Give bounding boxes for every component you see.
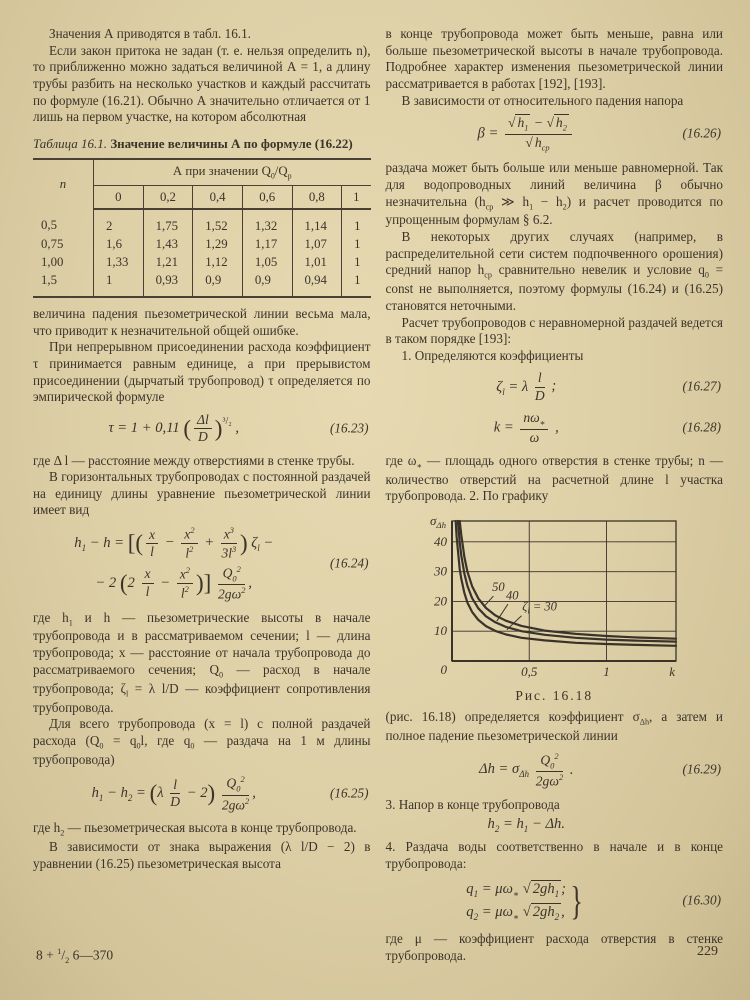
table-cell: 1 [94, 271, 144, 296]
paragraph: где μ — коэффициент расхода отверстия в стенке трубопровода. [385, 931, 723, 963]
x-axis-label: k [669, 664, 676, 680]
equation-number: (16.30) [682, 893, 721, 909]
equation-number: (16.24) [330, 555, 369, 571]
right-paren: ) [239, 530, 248, 556]
table-row [33, 271, 371, 296]
equation-system [466, 880, 586, 924]
right-bracket: ] [203, 570, 212, 596]
system-brace: } [570, 878, 583, 924]
table-cell: 0,75 [41, 236, 64, 251]
table-cell: 1,43 [143, 235, 193, 253]
table-cell: 1,05 [242, 253, 292, 271]
equation-16-28: k = $\frac{n\omega_∗}{\omega}$ , (16.28) [493, 409, 721, 445]
table-cell: 1 [342, 235, 371, 253]
equation-line-1: $q_1 = \mu\omega_∗$ √ $2gh_1$ ; [466, 880, 567, 899]
table-caption [33, 136, 371, 152]
radical-sign: √ [546, 115, 554, 131]
paragraph: Если закон притока не задан (т. е. нельзя определить n), то приближенно можно задаться величиной А = 1, а длину трубы разбить на несколько участков и каждый рассчитать по формуле (16.21). Обычно А значительно отличается от 1 лишь на первом участке, на котором абсолютная [33, 42, 371, 125]
equation-h2: $h_2 = h_1 - \Delta h$. [487, 816, 565, 835]
paragraph: раздача может быть больше или меньше равномерной. Так для водопроводных линий величина β обычно незначительна ($h_{ср}$ ≫ $h_1 - h_2$) и расчет проводится по упрощенным формулам § 6.2. [385, 160, 724, 228]
table-cell: 1,33 [94, 253, 144, 271]
table-row [33, 209, 371, 235]
list-item-4: 4. Раздача воды соответственно в начале и в конце трубопровода: [385, 839, 723, 872]
table-subheader-cell: 0,8 [292, 185, 342, 209]
equation-line-1: $h_1 - h$ = [( $\frac{x}{l}$ − $\frac{x^2}{l^2}$ + $\frac{x^3}{3l^3}$ ) $\zeta_l$ − [74, 525, 274, 561]
y-tick-label: 10 [434, 623, 448, 639]
radical-sign: √ [522, 903, 531, 920]
curve-label-zeta-30: $\zeta_l = 30$ [522, 599, 558, 616]
equation-16-24 [33, 526, 371, 602]
table-cell: 1,17 [242, 235, 292, 253]
paragraph: В зависимости от знака выражения (λ l/D − 2) в уравнении (16.25) пьезометрическая высота [33, 839, 371, 871]
equation-16-26: β = $\frac{√ h_1 - √ h_2}{√ h_{ср}}$ (16.26) [477, 115, 721, 153]
table-cell: 1,07 [292, 235, 342, 253]
equation-line-2: − 2 (2 $\frac{x}{l}$ − $\frac{x^2}{l^2}$ )] $\frac{Q_0^2}{2g\omega^2}$ , (16.24) [95, 555, 369, 602]
curve-zeta-40 [458, 521, 676, 642]
equation-number: (16.25) [330, 785, 369, 801]
table-row [33, 253, 371, 271]
table-subheader-cell: 0 [94, 185, 144, 209]
paragraph: В зависимости от относительного падения напора [401, 92, 684, 108]
table-subheader-cell: 0,6 [242, 185, 292, 209]
table-subheader-cell: 0,4 [193, 185, 243, 209]
table-cell: 0,9 [193, 271, 243, 296]
table-cell: 1,14 [292, 209, 342, 235]
equation-number: (16.23) [330, 420, 369, 436]
table-cell: 1,21 [143, 253, 193, 271]
left-paren: ( [119, 570, 128, 596]
table-header-n: n [59, 177, 67, 192]
radical-sign: √ [507, 115, 516, 131]
figure-16-18 [418, 509, 690, 704]
table-cell: 1,32 [242, 209, 292, 235]
table-row [33, 235, 371, 253]
signature-mark: $8 + ^1/_2$ 6—370 [36, 947, 114, 966]
equation-line-2: $q_2 = \mu\omega_∗$ √ $2gh_2$ , [466, 903, 565, 922]
table-cell: 1,01 [292, 253, 342, 271]
right-column [386, 26, 724, 965]
table-cell: 1 [342, 271, 371, 296]
paragraph: где $h_2$ — пьезометрическая высота в конце трубопровода. [33, 820, 357, 838]
right-paren: ) [195, 570, 204, 596]
table-cell: 1 [342, 253, 371, 271]
equation-number: (16.27) [682, 378, 721, 394]
figure-caption: Рис. 16.18 [515, 688, 594, 704]
table-cell: 1 [342, 209, 371, 235]
equation-16-25: $h_1 - h_2 = (\lambda$ $\frac{l}{D}$ − 2) $\frac{Q_0^2}{2g\omega^2}$ , (16.25) [91, 774, 369, 813]
figure-chart [418, 509, 690, 681]
equation-16-23: τ = 1 + 0,11 ( $\frac{\Delta l}{D}$ )$^{^3/_2}$ , (16.23) [108, 411, 369, 445]
table-cell: 1,6 [94, 235, 144, 253]
table-cell: 0,5 [41, 218, 57, 233]
paragraph: При непрерывном присоединении расхода коэффициент τ принимается равным единице, а при прерывистом присоединении (дырчатый трубопровод) τ определяется по эмпирической формуле [33, 339, 371, 405]
paragraph: величина падения пьезометрической линии весьма мала, что приводит к незначительной общей ошибке. [33, 306, 371, 338]
list-item-3: 3. Напор в конце трубопровода [385, 796, 560, 812]
table-cell: 1,75 [143, 209, 193, 235]
table-subheader-cell: 1 [342, 185, 371, 209]
table-cell: 2 [94, 209, 144, 235]
equation-number: (16.29) [682, 761, 721, 777]
paragraph: где Δ l — расстояние между отверстиями в стенке трубы. [33, 452, 355, 468]
table-cell: 0,9 [242, 271, 292, 296]
right-paren: ) [207, 780, 216, 806]
paragraph: (рис. 16.18) определяется коэффициент $\sigma_{\Delta h}$, а затем и полное падение пьезометрической линии [385, 709, 723, 743]
table-subheader-cell: 0,2 [143, 185, 193, 209]
equation-16-27: $\zeta_l = \lambda$ $\frac{l}{D}$ ; (16.27) [496, 370, 721, 403]
paragraph: где $\omega_∗$ — площадь одного отверстия в стенке трубы; n — количество отверстий на расчетной длине l участка трубопровода. 2. По графику [385, 452, 723, 504]
paragraph: в конце трубопровода может быть меньше, равна или больше пьезометрической высоты в начале трубопровода. Подробнее характер изменения пьезометрической линии рассматривается в работах [192], [193]. [385, 26, 723, 91]
equation-number: (16.28) [682, 419, 721, 435]
table-caption-title: Значение величины А по формуле (16.22) [110, 135, 353, 151]
table-cell: 0,94 [292, 271, 342, 296]
left-paren: ( [183, 415, 192, 441]
table-cell: 1,12 [193, 253, 243, 271]
page-number: 229 [697, 944, 718, 959]
curve-label-zeta-50: 50 [492, 580, 505, 595]
paragraph: В горизонтальных трубопроводах с постоянной раздачей на единицу длины уравнение пьезометрической линии имеет вид [33, 469, 371, 518]
data-table-wrapper [33, 158, 371, 298]
table-cell: 1,5 [41, 273, 57, 288]
paragraph: Для всего трубопровода (x = l) с полной раздачей расхода ($Q_0 = q_0l$, где $q_0$ — раздача на 1 м длины трубопровода) [33, 716, 371, 767]
y-tick-label: 40 [434, 533, 448, 549]
left-bracket: [ [127, 530, 136, 556]
equation-16-30 [386, 880, 724, 924]
x-tick-label: 0,5 [521, 664, 538, 680]
y-tick-label: 20 [434, 593, 448, 609]
list-item-1: 1. Определяются коэффициенты [401, 347, 584, 363]
paragraph: где $h_1$ и h — пьезометрические высоты в начале трубопровода и в рассматриваемом сечении; l — длина трубопровода; x — расстояние от начала трубопровода до рассматриваемого сечения; $Q_0$ — расход в начале трубопровода; $\zeta_l = \lambda$ l/D — коэффициент сопротивления трубопровода. [33, 609, 371, 715]
y-axis-label: $\sigma_{\Delta h}$ [430, 513, 447, 531]
radical-sign: √ [522, 880, 531, 897]
curve-label-zeta-40: 40 [506, 588, 519, 603]
table-caption-number: Таблица 16.1. [33, 135, 108, 151]
curve-zeta-30 [456, 521, 676, 646]
paragraph: Расчет трубопроводов с неравномерной раздачей ведется в таком порядке [193]: [385, 314, 723, 347]
left-paren: ( [135, 530, 144, 556]
left-column [33, 26, 371, 965]
data-table [33, 160, 371, 296]
origin-label: 0 [440, 662, 448, 678]
table-header-span: А при значении $Q_0/Q_р$ [94, 160, 371, 185]
equation-number: (16.26) [682, 125, 721, 141]
table-cell: 1,52 [193, 209, 243, 235]
y-tick-label: 30 [434, 563, 448, 579]
radical-sign: √ [525, 134, 533, 150]
table-cell: 1,00 [41, 255, 64, 269]
x-tick-label: 1 [603, 664, 610, 680]
table-cell: 0,93 [143, 271, 193, 296]
paragraph: В некоторых других случаях (например, в распределительной сети систем подпочвенного орошения) средний напор $h_{ср}$ сравнительно невелик и условие $q_0$ = const не выполняется, поэтому формулы (16.24) и (16.25) становятся неточными. [385, 229, 724, 313]
right-paren: ) [214, 415, 223, 441]
equation-16-29: $\Delta h = \sigma_{\Delta h}$ $\frac{Q_0^2}{2g\omega^2}$ . (16.29) [479, 750, 721, 789]
paragraph: Значения А приводятся в табл. 16.1. [49, 26, 251, 41]
table-cell: 1,29 [193, 235, 243, 253]
left-paren: ( [149, 780, 158, 806]
table-body [33, 209, 371, 296]
